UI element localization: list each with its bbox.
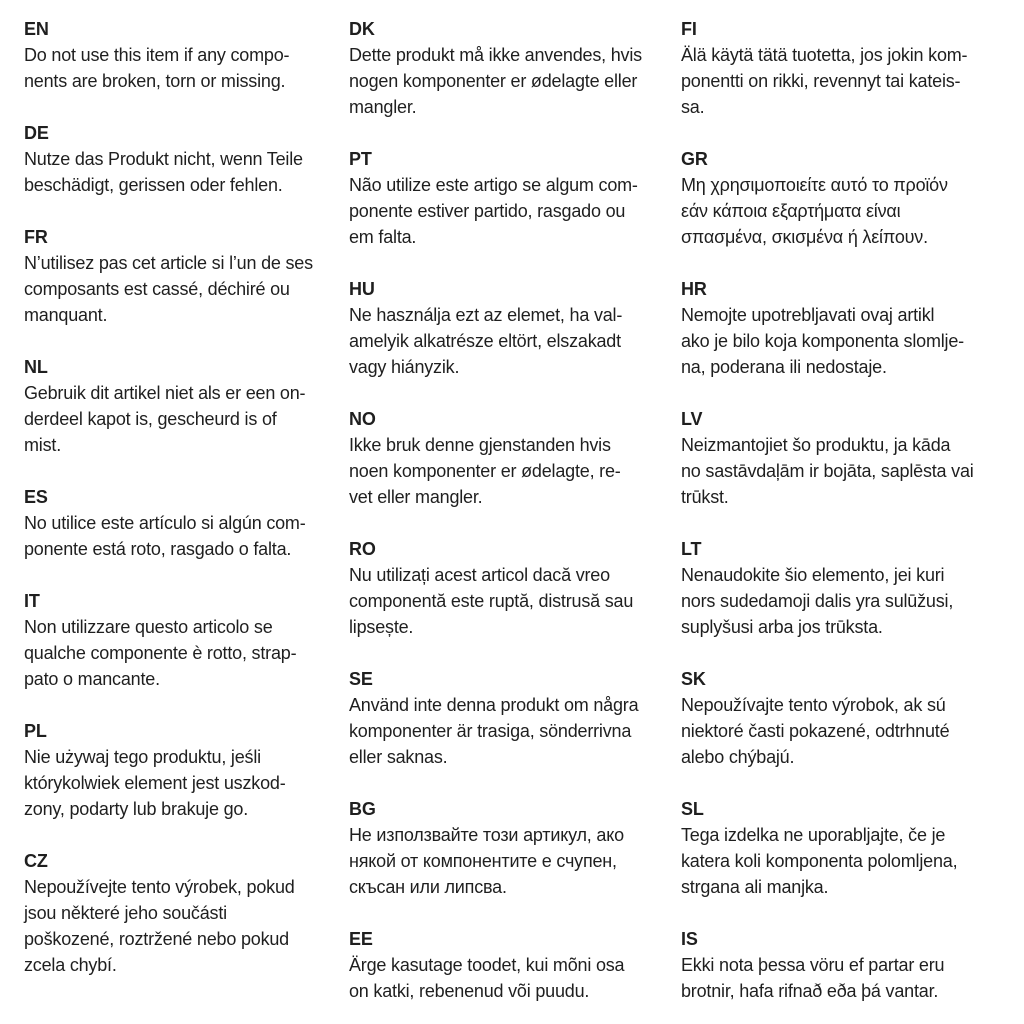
text-line: no sastāvdaļām ir bojāta, saplēsta vai (681, 461, 974, 481)
text-line: lipsește. (349, 617, 414, 637)
text-line: derdeel kapot is, gescheurd is of (24, 409, 277, 429)
text-line: N’utilisez pas cet article si l’un de ses (24, 253, 313, 273)
text-line: em falta. (349, 227, 417, 247)
text-line: sa. (681, 97, 705, 117)
section-bg (349, 796, 679, 900)
text-line: Nu utilizați acest articol dacă vreo (349, 565, 610, 585)
text-line: zony, podarty lub brakuje go. (24, 799, 249, 819)
section-nl (24, 354, 354, 458)
section-en (24, 16, 354, 94)
section-sl (681, 796, 1011, 900)
text-line: Nenaudokite šio elemento, jei kuri (681, 565, 945, 585)
text-line: No utilice este artículo si algún com- (24, 513, 306, 533)
text-line: katera koli komponenta polomljena, (681, 851, 958, 871)
section-pl (24, 718, 354, 822)
text-line: някой от компонентите е счупен, (349, 851, 617, 871)
text-line: vet eller mangler. (349, 487, 483, 507)
section-lv (681, 406, 1011, 510)
section-fr (24, 224, 354, 328)
text-line: na, poderana ili nedostaje. (681, 357, 887, 377)
section-fi (681, 16, 1011, 120)
text-line: nogen komponenter er ødelagte eller (349, 71, 638, 91)
language-code-de: DE (24, 123, 49, 143)
text-line: σπασμένα, σκισμένα ή λείπουν. (681, 227, 928, 247)
text-line: composants est cassé, déchiré ou (24, 279, 290, 299)
language-code-sl: SL (681, 799, 704, 819)
section-gr (681, 146, 1011, 250)
language-code-no: NO (349, 409, 376, 429)
text-line: mangler. (349, 97, 417, 117)
text-line: vagy hiányzik. (349, 357, 460, 377)
section-ee (349, 926, 679, 1004)
text-line: Ikke bruk denne gjenstanden hvis (349, 435, 611, 455)
text-line: noen komponenter er ødelagte, re- (349, 461, 621, 481)
language-code-en: EN (24, 19, 49, 39)
language-code-it: IT (24, 591, 40, 611)
text-line: Nepoužívajte tento výrobok, ak sú (681, 695, 946, 715)
text-line: ponente está roto, rasgado o falta. (24, 539, 292, 559)
section-de (24, 120, 354, 198)
text-line: Gebruik dit artikel niet als er een on- (24, 383, 306, 403)
language-code-gr: GR (681, 149, 708, 169)
text-line: brotnir, hafa rifnað eða þá vantar. (681, 981, 939, 1001)
language-code-fr: FR (24, 227, 48, 247)
text-line: Ne használja ezt az elemet, ha val- (349, 305, 623, 325)
column-2 (349, 16, 679, 1024)
column-1 (24, 16, 354, 1004)
section-hu (349, 276, 679, 380)
section-no (349, 406, 679, 510)
text-line: Dette produkt må ikke anvendes, hvis (349, 45, 642, 65)
text-line: qualche componente è rotto, strap- (24, 643, 297, 663)
column-3 (681, 16, 1011, 1024)
language-code-bg: BG (349, 799, 376, 819)
text-line: jsou některé jeho součásti (24, 903, 227, 923)
text-line: niektoré časti pokazené, odtrhnuté (681, 721, 950, 741)
section-hr (681, 276, 1011, 380)
language-code-nl: NL (24, 357, 48, 377)
text-line: on katki, rebenenud või puudu. (349, 981, 590, 1001)
text-line: Do not use this item if any compo- (24, 45, 290, 65)
text-line: eller saknas. (349, 747, 448, 767)
section-sk (681, 666, 1011, 770)
language-code-hu: HU (349, 279, 375, 299)
text-line: trūkst. (681, 487, 729, 507)
language-code-es: ES (24, 487, 48, 507)
section-is (681, 926, 1011, 1004)
text-line: manquant. (24, 305, 108, 325)
text-line: nents are broken, torn or missing. (24, 71, 286, 91)
text-line: Nutze das Produkt nicht, wenn Teile (24, 149, 303, 169)
text-line: Nie używaj tego produktu, jeśli (24, 747, 261, 767)
language-code-fi: FI (681, 19, 697, 39)
language-code-lv: LV (681, 409, 703, 429)
text-line: Не използвайте този артикул, ако (349, 825, 624, 845)
text-line: którykolwiek element jest uszkod- (24, 773, 286, 793)
text-line: ponente estiver partido, rasgado ou (349, 201, 626, 221)
text-line: Ärge kasutage toodet, kui mõni osa (349, 955, 625, 975)
text-line: εάν κάποια εξαρτήματα είναι (681, 201, 901, 221)
language-code-pl: PL (24, 721, 47, 741)
language-code-cz: CZ (24, 851, 48, 871)
text-line: скъсан или липсва. (349, 877, 507, 897)
language-code-se: SE (349, 669, 373, 689)
text-line: Nepoužívejte tento výrobek, pokud (24, 877, 295, 897)
text-line: Ekki nota þessa vöru ef partar eru (681, 955, 945, 975)
section-ro (349, 536, 679, 640)
text-line: mist. (24, 435, 61, 455)
language-code-lt: LT (681, 539, 702, 559)
text-line: nors sudedamoji dalis yra sulūžusi, (681, 591, 954, 611)
section-cz (24, 848, 354, 978)
text-line: Μη χρησιμοποιείτε αυτό το προϊόν (681, 175, 948, 195)
text-line: ponentti on rikki, revennyt tai kateis- (681, 71, 961, 91)
text-line: suplyšusi arba jos trūksta. (681, 617, 883, 637)
text-line: beschädigt, gerissen oder fehlen. (24, 175, 283, 195)
text-line: zcela chybí. (24, 955, 117, 975)
text-line: Não utilize este artigo se algum com- (349, 175, 638, 195)
language-code-dk: DK (349, 19, 375, 39)
text-line: Älä käytä tätä tuotetta, jos jokin kom- (681, 45, 968, 65)
text-line: Neizmantojiet šo produktu, ja kāda (681, 435, 951, 455)
language-code-pt: PT (349, 149, 372, 169)
text-line: Non utilizzare questo articolo se (24, 617, 273, 637)
section-es (24, 484, 354, 562)
language-code-is: IS (681, 929, 698, 949)
language-code-hr: HR (681, 279, 707, 299)
section-dk (349, 16, 679, 120)
section-se (349, 666, 679, 770)
section-lt (681, 536, 1011, 640)
language-code-ro: RO (349, 539, 376, 559)
text-line: strgana ali manjka. (681, 877, 829, 897)
text-line: pato o mancante. (24, 669, 160, 689)
language-code-ee: EE (349, 929, 373, 949)
text-line: componentă este ruptă, distrusă sau (349, 591, 634, 611)
text-line: alebo chýbajú. (681, 747, 795, 767)
language-code-sk: SK (681, 669, 706, 689)
text-line: komponenter är trasiga, sönderrivna (349, 721, 632, 741)
section-pt (349, 146, 679, 250)
text-line: Nemojte upotrebljavati ovaj artikl (681, 305, 935, 325)
text-line: Använd inte denna produkt om några (349, 695, 639, 715)
section-it (24, 588, 354, 692)
text-line: poškozené, roztržené nebo pokud (24, 929, 289, 949)
text-line: ako je bilo koja komponenta slomlje- (681, 331, 964, 351)
text-line: amelyik alkatrésze eltört, elszakadt (349, 331, 621, 351)
text-line: Tega izdelka ne uporabljajte, če je (681, 825, 946, 845)
